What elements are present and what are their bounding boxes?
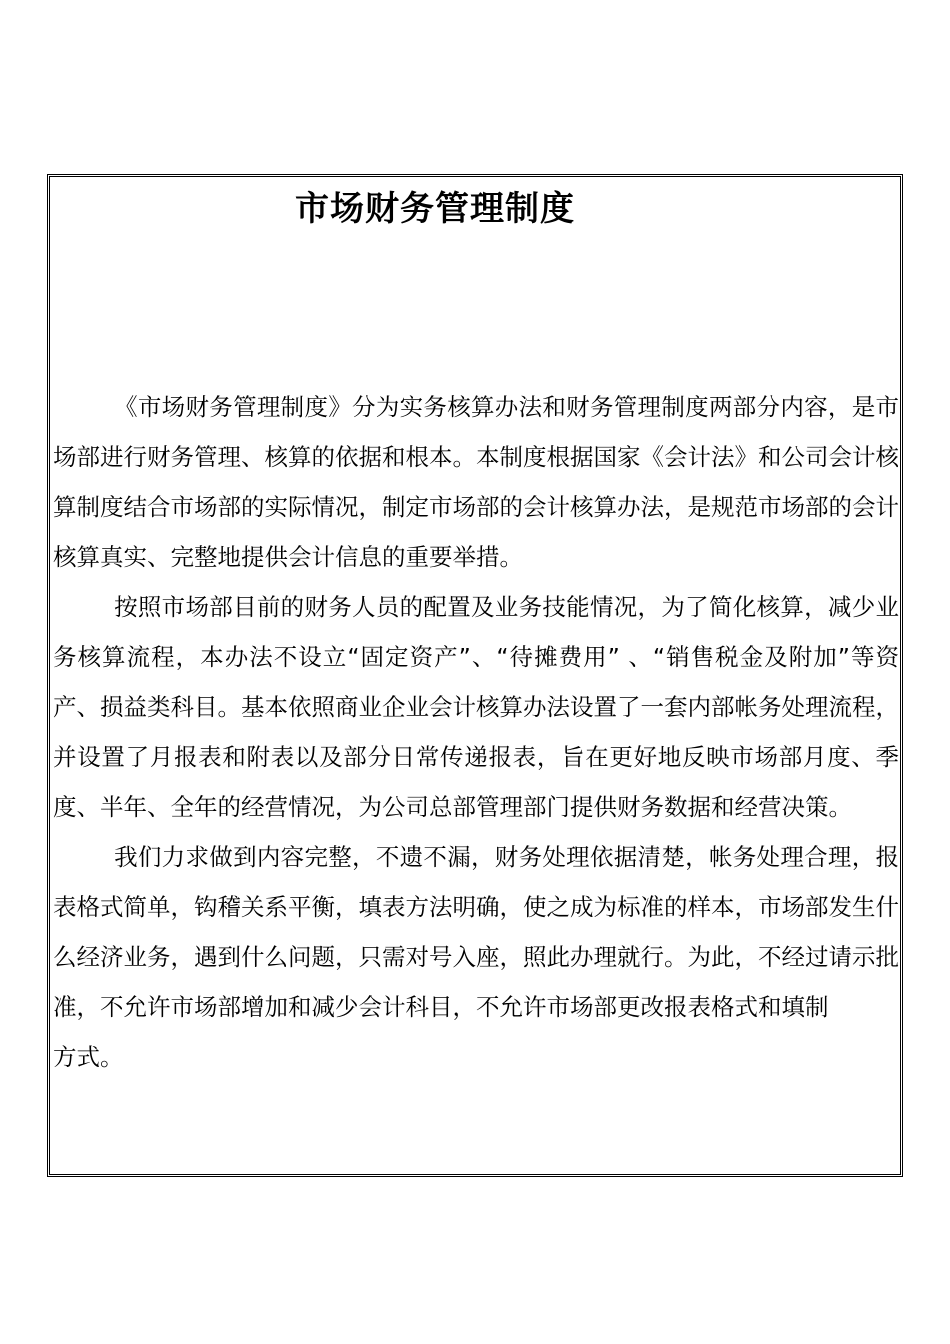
paragraph-ending: 方式。: [53, 1043, 124, 1071]
document-body: [53, 382, 899, 1082]
document-frame: [47, 174, 903, 1177]
document-title: 市场财务管理制度: [295, 189, 575, 229]
paragraph-accounting-method: 按照市场部目前的财务人员的配置及业务技能情况，为了简化核算，减少业务核算流程，本办法不设立“固定资产”、“待摊费用” 、“销售税金及附加”等资产、损益类科目。基本依照商业企业会计核算办法设置了一套内部帐务处理流程，并设置了月报表和附表以及部分日常传递报表，旨在更好地反映市场部月度、季度、半年、全年的经营情况，为公司总部管理部门提供财务数据和经营决策。: [53, 593, 899, 821]
paragraph-intro: 《市场财务管理制度》分为实务核算办法和财务管理制度两部分内容，是市场部进行财务管理、核算的依据和根本。本制度根据国家《会计法》和公司会计核算制度结合市场部的实际情况，制定市场部的会计核算办法，是规范市场部的会计核算真实、完整地提供会计信息的重要举措。: [53, 393, 899, 571]
paragraph-goals: 我们力求做到内容完整，不遗不漏，财务处理依据清楚，帐务处理合理，报表格式简单，钩稽关系平衡，填表方法明确，使之成为标准的样本，市场部发生什么经济业务，遇到什么问题，只需对号入座，照此办理就行。为此，不经过请示批准，不允许市场部增加和减少会计科目，不允许市场部更改报表格式和填制: [53, 843, 899, 1021]
